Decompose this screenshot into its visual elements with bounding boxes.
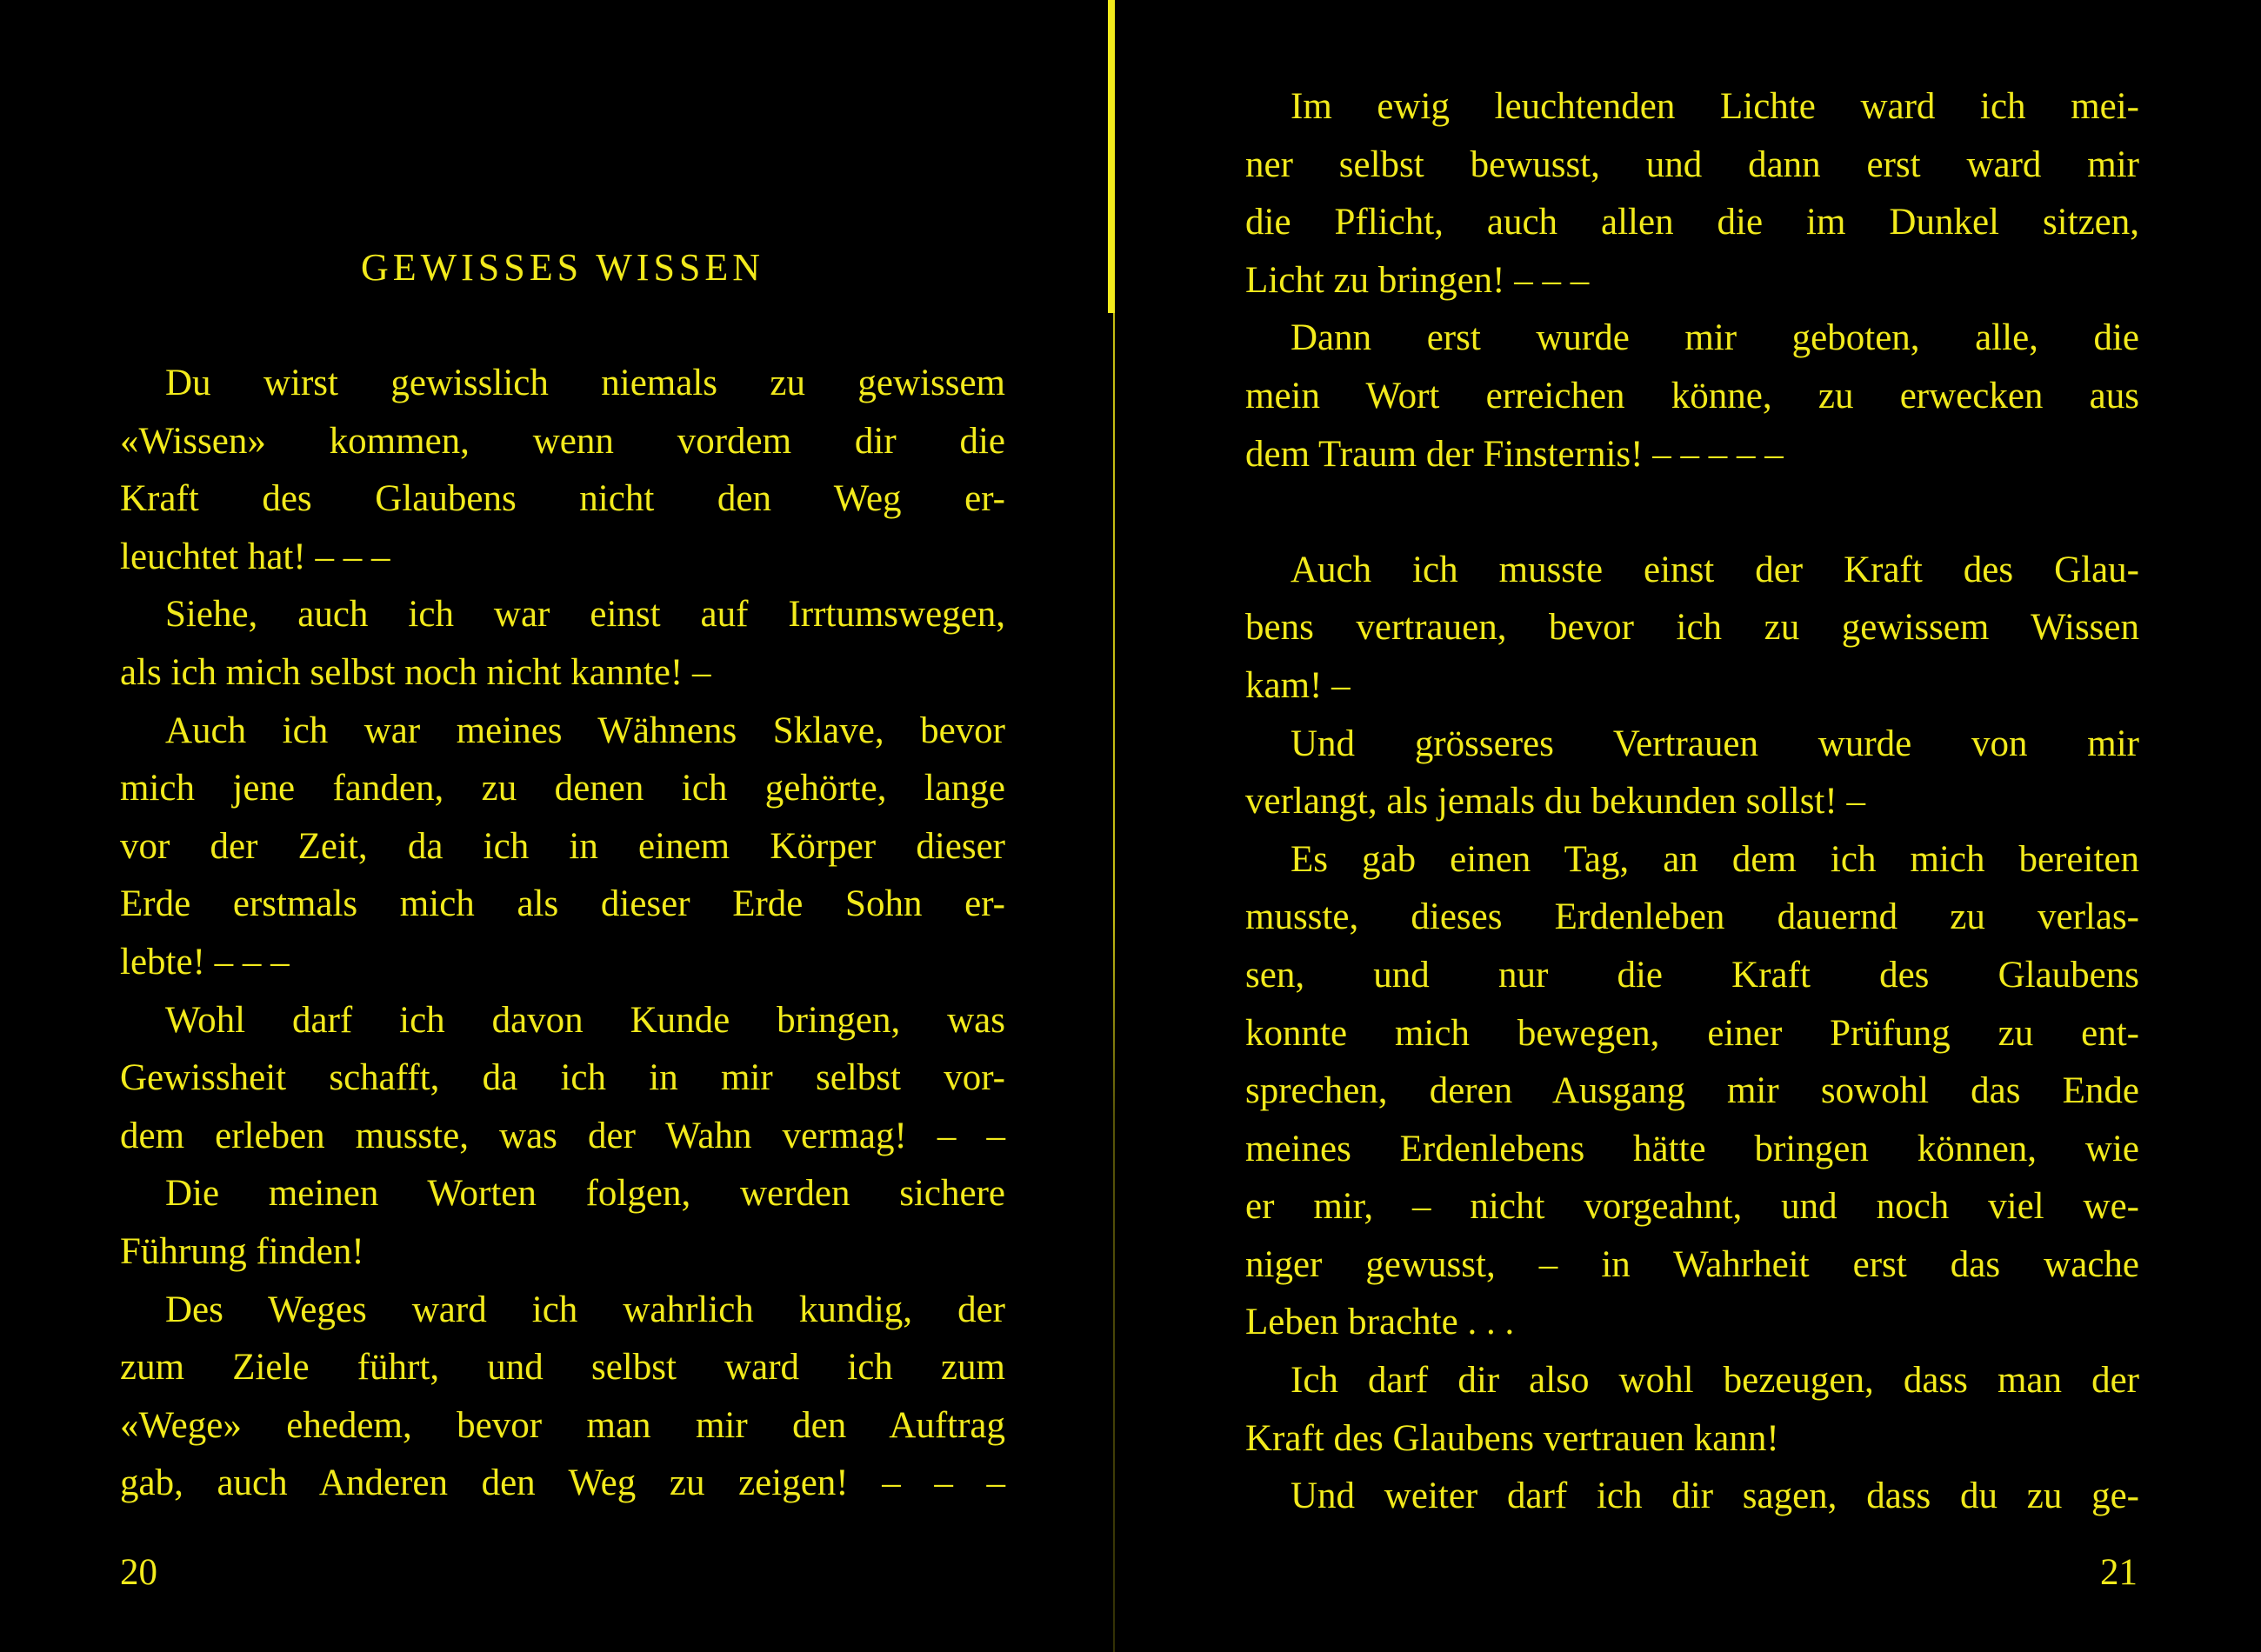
paragraph: [1245, 1468, 2139, 1526]
paragraph: [120, 1165, 1005, 1281]
text-line: «Wissen» kommen, wenn vordem dir die: [120, 420, 1005, 462]
left-text-block: [120, 355, 1005, 1513]
text-line: Kraft des Glaubens nicht den Weg er-: [120, 478, 1005, 520]
text-line: Licht zu bringen! – – –: [1245, 259, 1590, 301]
text-line: lebte! – – –: [120, 941, 290, 983]
section-gap: [1245, 483, 2139, 542]
book-spine-edge: [1108, 0, 1115, 313]
paragraph: [120, 1282, 1005, 1513]
paragraph: [1245, 831, 2139, 1352]
text-line: dem Traum der Finsternis! – – – – –: [1245, 433, 1784, 475]
book-spine-shadow: [1113, 313, 1115, 1652]
paragraph: [1245, 1352, 2139, 1468]
paragraph: [120, 703, 1005, 992]
paragraph: [1245, 542, 2139, 716]
text-line: zum Ziele führt, und selbst ward ich zum: [120, 1347, 1005, 1389]
text-line: Dann erst wurde mir geboten, alle, die: [1291, 317, 2139, 359]
text-line: niger gewusst, – in Wahrheit erst das wache: [1245, 1243, 2139, 1285]
text-line: als ich mich selbst noch nicht kannte! –: [120, 651, 711, 693]
paragraph: [1245, 716, 2139, 831]
text-line: bens vertrauen, bevor ich zu gewissem Wissen: [1245, 607, 2139, 649]
text-line: Gewissheit schafft, da ich in mir selbst vor-: [120, 1057, 1005, 1099]
text-line: er mir, – nicht vorgeahnt, und noch viel we-: [1245, 1186, 2139, 1228]
text-line: Du wirst gewisslich niemals zu gewissem: [165, 363, 1005, 403]
text-line: musste, dieses Erdenleben dauernd zu verlas-: [1245, 896, 2139, 938]
text-line: mein Wort erreichen könne, zu erwecken aus: [1245, 375, 2139, 416]
text-line: Des Weges ward ich wahrlich kundig, der: [165, 1289, 1005, 1330]
paragraph: [1245, 310, 2139, 483]
text-line: vor der Zeit, da ich in einem Körper dieser: [120, 825, 1005, 867]
left-page: [0, 0, 1122, 1652]
text-line: verlangt, als jemals du bekunden sollst! –: [1245, 781, 1865, 823]
text-line: leuchtet hat! – – –: [120, 536, 390, 577]
text-line: mich jene fanden, zu denen ich gehörte, lange: [120, 768, 1005, 809]
text-line: Im ewig leuchtenden Lichte ward ich mei-: [1291, 86, 2139, 127]
text-line: «Wege» ehedem, bevor man mir den Auftrag: [120, 1404, 1005, 1446]
text-line: die Pflicht, auch allen die im Dunkel sitzen,: [1245, 202, 2139, 243]
text-line: Erde erstmals mich als dieser Erde Sohn er-: [120, 883, 1005, 925]
text-line: Auch ich musste einst der Kraft des Glau-: [1291, 549, 2139, 590]
page-number-right: 21: [2100, 1552, 2138, 1593]
paragraph: [120, 586, 1005, 702]
chapter-title: GEWISSES WISSEN: [360, 246, 765, 289]
text-line: dem erleben musste, was der Wahn vermag! – –: [120, 1115, 1005, 1156]
text-line: Leben brachte . . .: [1245, 1302, 1515, 1343]
text-line: kam! –: [1245, 664, 1351, 706]
right-page: [1130, 0, 2261, 1652]
paragraph: [120, 992, 1005, 1166]
text-line: Ich darf dir also wohl bezeugen, dass man der: [1291, 1360, 2139, 1402]
text-line: ner selbst bewusst, und dann erst ward mir: [1245, 143, 2139, 185]
text-line: konnte mich bewegen, einer Prüfung zu ent-: [1245, 1012, 2139, 1054]
text-line: gab, auch Anderen den Weg zu zeigen! – – –: [120, 1462, 1005, 1504]
text-line: sen, und nur die Kraft des Glaubens: [1245, 954, 2139, 996]
paragraph: [120, 355, 1005, 586]
right-text-block: [1245, 78, 2139, 1526]
text-line: sprechen, deren Ausgang mir sowohl das Ende: [1245, 1070, 2139, 1112]
text-line: Führung finden!: [120, 1230, 364, 1272]
page-number-left: 20: [120, 1552, 157, 1593]
text-line: Siehe, auch ich war einst auf Irrtumswegen,: [165, 594, 1005, 636]
paragraph: [1245, 78, 2139, 310]
text-line: Und weiter darf ich dir sagen, dass du zu ge-: [1291, 1475, 2139, 1517]
text-line: Auch ich war meines Wähnens Sklave, bevor: [165, 709, 1005, 751]
text-line: Wohl darf ich davon Kunde bringen, was: [165, 999, 1005, 1041]
text-line: Kraft des Glaubens vertrauen kann!: [1245, 1417, 1779, 1459]
text-line: meines Erdenlebens hätte bringen können, wie: [1245, 1128, 2139, 1169]
text-line: Die meinen Worten folgen, werden sichere: [165, 1173, 1005, 1215]
text-line: Es gab einen Tag, an dem ich mich bereiten: [1291, 838, 2139, 880]
text-line: Und grösseres Vertrauen wurde von mir: [1291, 723, 2139, 764]
